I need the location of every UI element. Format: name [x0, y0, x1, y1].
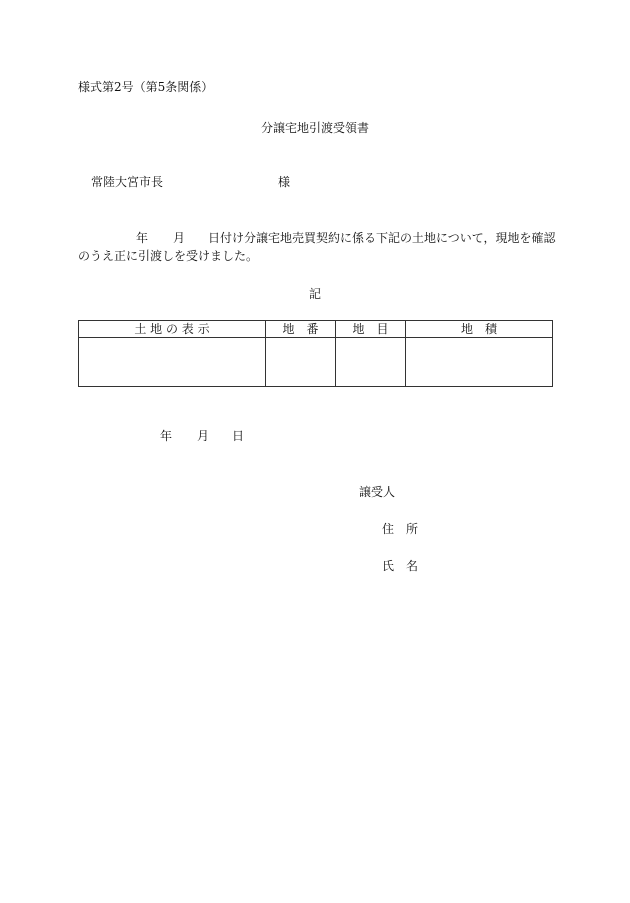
ki-heading: 記: [308, 287, 321, 301]
sign-month-label: 月: [197, 429, 210, 443]
addressee-name: 常陸大宮市長: [91, 175, 164, 189]
form-number: 様式第2号（第5条関係）: [78, 80, 214, 94]
cell-land-display[interactable]: [79, 338, 266, 387]
sign-year-label: 年: [160, 429, 173, 443]
addressee-honorific: 様: [278, 175, 291, 189]
contract-year-label: 年: [136, 231, 149, 245]
cell-land-area[interactable]: [406, 338, 553, 387]
name-label: 氏 名: [382, 559, 419, 573]
table-row: [79, 338, 553, 387]
cell-land-category[interactable]: [336, 338, 406, 387]
body-text-line2: のうえ正に引渡しを受けました。: [78, 249, 259, 263]
cell-lot-number[interactable]: [266, 338, 336, 387]
header-land-category: 地 目: [336, 321, 406, 338]
header-land-area: 地 積: [406, 321, 553, 338]
land-table: [78, 320, 553, 387]
body-text-line1: 日付け分譲宅地売買契約に係る下記の土地について，現地を確認: [208, 231, 556, 245]
header-lot-number: 地 番: [266, 321, 336, 338]
table-header-row: [79, 321, 553, 338]
header-land-display: 土 地 の 表 示: [79, 321, 266, 338]
document-title: 分譲宅地引渡受領書: [260, 121, 369, 135]
address-label: 住 所: [382, 522, 419, 536]
contract-month-label: 月: [173, 231, 186, 245]
transferee-label: 譲受人: [359, 485, 396, 499]
sign-day-label: 日: [232, 429, 245, 443]
